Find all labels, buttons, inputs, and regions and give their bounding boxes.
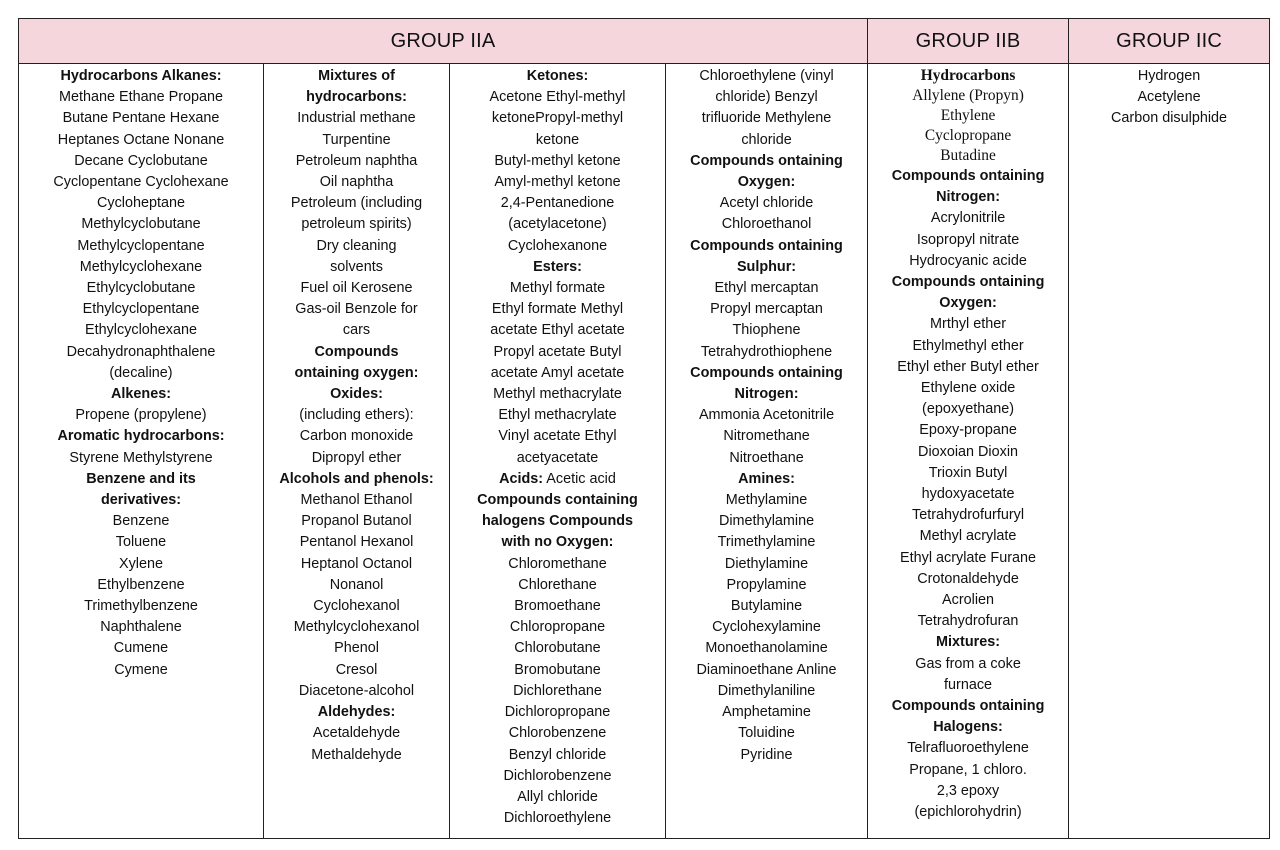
category-heading: Mixtures of	[318, 68, 395, 84]
substance-entry: Chloromethane	[508, 555, 607, 572]
substance-entry: Crotonaldehyde	[917, 570, 1019, 587]
substance-entry: ketone	[535, 131, 580, 148]
substance-entry: Diaminoethane Anline	[696, 661, 837, 678]
substance-entry: Methylcyclohexane	[79, 258, 203, 275]
substance-entry: Acetylene	[1137, 89, 1201, 106]
substance-entry: Chlorobutane	[514, 640, 601, 657]
category-heading: Aromatic hydrocarbons:	[57, 428, 225, 445]
category-heading: Ketones:	[526, 68, 589, 84]
category-heading: Compounds ontaining	[690, 237, 843, 254]
substance-entry: Chloroethanol	[721, 216, 812, 233]
substance-entry: Ethylene oxide	[920, 380, 1016, 397]
substance-entry: Nitromethane	[723, 428, 810, 445]
substance-entry: Nitroethane	[729, 449, 804, 466]
category-heading: Compounds ontaining	[891, 168, 1045, 184]
substance-entry: Methanol Ethanol	[300, 492, 413, 509]
substance-entry: acetate Amyl acetate	[490, 364, 625, 381]
category-heading: Acids: Acetic acid	[499, 470, 616, 487]
substance-entry: Turpentine	[322, 131, 391, 148]
substance-entry: Industrial methane	[297, 110, 416, 127]
substance-entry: 2,4-Pentanedione	[500, 195, 615, 212]
substance-entry: Benzyl chloride	[508, 746, 607, 763]
substance-entry: Ethyl ether Butyl ether	[897, 358, 1039, 375]
substance-entry: Gas from a coke	[915, 655, 1021, 672]
substance-entry: furnace	[944, 676, 993, 693]
iic-column	[1069, 64, 1270, 839]
substance-entry: Trimethylamine	[717, 534, 816, 551]
iia-column-2	[264, 64, 450, 839]
substance-entry: Mrthyl ether	[930, 316, 1007, 333]
iia-column-4	[666, 64, 868, 839]
category-heading: Compounds ontaining	[690, 364, 843, 381]
category-heading: Oxides:	[330, 386, 383, 403]
substance-entry: Ethylcyclohexane	[85, 322, 197, 339]
substance-entry: Diacetone-alcohol	[298, 682, 415, 699]
substance-entry: Xylene	[118, 555, 163, 572]
substance-entry: acetyacetate	[516, 449, 599, 466]
substance-entry: Diethylamine	[724, 555, 809, 572]
substance-entry: Propyl mercaptan	[710, 301, 823, 318]
substance-entry: trifluoride Methylene	[701, 110, 832, 127]
substance-entry: Oil naphtha	[319, 174, 394, 191]
header-row	[19, 19, 1270, 64]
substance-entry: Acrolien	[942, 592, 995, 609]
substance-entry: Methyl formate	[509, 280, 606, 297]
substance-entry: ketonePropyl-methyl	[491, 110, 624, 127]
category-heading: with no Oxygen:	[501, 534, 614, 551]
substance-entry: Methylcyclobutane	[81, 216, 201, 233]
substance-entry: Butyl-methyl ketone	[494, 152, 621, 169]
substance-entry: Phenol	[334, 640, 379, 657]
category-heading: Compounds ontaining	[891, 274, 1045, 291]
category-heading: ontaining oxygen:	[294, 364, 419, 381]
substance-entry: Propanol Butanol	[301, 513, 412, 530]
substance-entry: Methyl acrylate	[919, 528, 1017, 545]
substance-entry: Hydrocyanic acide	[909, 252, 1027, 269]
substance-entry: Chloropropane	[509, 619, 606, 636]
substance-entry: Ethyl methacrylate	[498, 407, 617, 424]
substance-entry: Thiophene	[732, 322, 801, 339]
substance-entry: chloride	[741, 131, 792, 148]
substance-entry: Dioxoian Dioxin	[918, 443, 1019, 460]
category-heading: Alcohols and phenols:	[279, 470, 434, 487]
substance-entry: Dichlorethane	[513, 682, 602, 699]
substance-entry: Bromoethane	[514, 598, 601, 615]
substance-entry: Cyclohexylamine	[712, 619, 821, 636]
substance-entry: acetate Ethyl acetate	[490, 322, 625, 339]
substance-entry: hydoxyacetate	[921, 486, 1015, 503]
substance-entry: (epichlorohydrin)	[914, 804, 1022, 821]
substance-entry: Butadine	[940, 147, 996, 164]
substance-entry: Dichlorobenzene	[503, 767, 612, 784]
substance-entry: Acetyl chloride	[719, 195, 814, 212]
category-heading: Mixtures:	[936, 634, 1001, 651]
substance-entry: Epoxy-propane	[919, 422, 1017, 439]
substance-entry: Isopropyl nitrate	[916, 231, 1020, 248]
iib-column	[868, 64, 1069, 839]
category-heading: Esters:	[533, 258, 582, 275]
header-group-iic: GROUP IIC	[1069, 19, 1270, 64]
substance-entry: Cymene	[114, 661, 168, 678]
iia-column-3	[450, 64, 666, 839]
category-heading: Hydrocarbons	[920, 67, 1016, 84]
substance-entry: Ethyl formate Methyl	[491, 301, 624, 318]
substance-entry: Amyl-methyl ketone	[494, 174, 621, 191]
substance-entry: Cyclohexanone	[507, 237, 608, 254]
substance-entry: Gas-oil Benzole for	[295, 301, 418, 318]
substance-entry: Carbon disulphide	[1111, 110, 1228, 127]
substance-entry: Dichloroethylene	[503, 810, 612, 827]
substance-entry: petroleum spirits)	[301, 216, 412, 233]
substance-entry: Vinyl acetate Ethyl	[498, 428, 617, 445]
substance-entry: Ammonia Acetonitrile	[698, 407, 835, 424]
substance-entry: Carbon monoxide	[299, 428, 414, 445]
substance-entry: Hydrogen	[1137, 68, 1201, 84]
iia-column-1	[19, 64, 264, 839]
substance-entry: Methylcyclohexanol	[293, 619, 420, 636]
substance-entry: 2,3 epoxy	[936, 782, 1000, 799]
category-heading: Oxygen:	[737, 174, 796, 191]
substance-entry: Methylcyclopentane	[77, 237, 205, 254]
category-heading: Alkenes:	[111, 386, 171, 403]
substance-entry: Propane, 1 chloro.	[909, 761, 1027, 778]
category-heading: Nitrogen:	[734, 386, 799, 403]
substance-entry: Telrafluoroethylene	[907, 740, 1029, 757]
category-heading: Compounds ontaining	[891, 698, 1045, 715]
category-heading: Benzene and its	[86, 470, 196, 487]
substance-entry: solvents	[330, 258, 383, 275]
substance-entry: Methaldehyde	[311, 746, 402, 763]
substance-entry: chloride) Benzyl	[715, 89, 818, 106]
substance-entry: Butylamine	[730, 598, 803, 615]
substance-entry: Acetone Ethyl-methyl	[489, 89, 626, 106]
substance-entry: Cresol	[335, 661, 378, 678]
substance-entry: Decane Cyclobutane	[74, 152, 208, 169]
header-group-iia: GROUP IIA	[19, 19, 868, 64]
substance-entry: Dimethylamine	[718, 513, 815, 530]
substance-entry: Cyclopentane Cyclohexane	[53, 174, 229, 191]
category-heading: hydrocarbons:	[306, 89, 407, 106]
substance-entry: Butane Pentane Hexane	[62, 110, 220, 127]
substance-entry: (acetylacetone)	[508, 216, 607, 233]
category-heading: Oxygen:	[939, 295, 997, 312]
category-heading: halogens Compounds	[481, 513, 634, 530]
category-heading: Nitrogen:	[936, 189, 1001, 206]
substance-entry: Heptanol Octanol	[300, 555, 413, 572]
substance-entry: Cyclohexanol	[313, 598, 400, 615]
substance-entry: Dimethylaniline	[717, 682, 816, 699]
substance-entry: Tetrahydrofurfuryl	[912, 507, 1025, 524]
substance-entry: Petroleum (including	[290, 195, 423, 212]
substance-entry: Acrylonitrile	[930, 210, 1006, 227]
substance-entry: (decaline)	[109, 364, 173, 381]
substance-entry: Heptanes Octane Nonane	[57, 131, 225, 148]
substance-entry: Methane Ethane Propane	[58, 89, 224, 106]
substance-entry: Propene (propylene)	[75, 407, 207, 424]
substance-entry: cars	[342, 322, 371, 339]
substance-entry: Dry cleaning	[316, 237, 397, 254]
substance-entry: Nonanol	[329, 576, 384, 593]
substance-entry: Allyl chloride	[517, 788, 598, 805]
substance-entry: Styrene Methylstyrene	[69, 449, 213, 466]
substance-entry: Ethyl acrylate Furane	[900, 549, 1037, 566]
substance-entry: Propyl acetate Butyl	[493, 343, 622, 360]
substance-entry: Tetrahydrothiophene	[700, 343, 833, 360]
substance-entry: Benzene	[112, 513, 170, 530]
substance-entry: (including ethers):	[299, 407, 414, 424]
category-heading: Compounds	[314, 343, 399, 360]
substance-entry: Decahydronaphthalene	[66, 343, 216, 360]
substance-entry: Cumene	[113, 640, 169, 657]
header-group-iib: GROUP IIB	[868, 19, 1069, 64]
substance-entry: Trimethylbenzene	[84, 598, 198, 615]
substance-entry: Monoethanolamine	[705, 640, 828, 657]
substance-entry: Pentanol Hexanol	[299, 534, 414, 551]
substance-entry: Pyridine	[740, 746, 793, 763]
substance-entry: Ethylcyclobutane	[86, 280, 196, 297]
substance-entry: Dipropyl ether	[311, 449, 402, 466]
substance-entry: Acetaldehyde	[312, 725, 401, 742]
substance-entry: Ethyl mercaptan	[714, 280, 819, 297]
substance-entry: Chloroethylene (vinyl	[699, 68, 834, 84]
category-heading: Compounds ontaining	[690, 152, 843, 169]
gas-group-table	[18, 18, 1270, 839]
substance-entry: Chlorethane	[518, 576, 597, 593]
substance-entry: Cyclopropane	[924, 127, 1012, 144]
category-heading: Aldehydes:	[317, 704, 396, 721]
category-heading: Sulphur:	[736, 258, 797, 275]
category-heading: Halogens:	[933, 719, 1003, 736]
substance-entry: Trioxin Butyl	[928, 464, 1008, 481]
substance-entry: Amphetamine	[722, 704, 811, 721]
substance-entry: Chlorobenzene	[508, 725, 607, 742]
category-heading: derivatives:	[101, 492, 181, 509]
substance-entry: Bromobutane	[514, 661, 601, 678]
substance-entry: Cycloheptane	[96, 195, 185, 212]
substance-entry: Ethylbenzene	[97, 576, 185, 593]
substance-entry: Ethylcyclopentane	[82, 301, 200, 318]
substance-entry: Propylamine	[726, 576, 807, 593]
category-heading: Amines:	[738, 470, 795, 487]
substance-entry: Naphthalene	[100, 619, 182, 636]
content-row	[19, 64, 1270, 839]
substance-entry: (epoxyethane)	[922, 401, 1015, 418]
substance-entry: Tetrahydrofuran	[917, 613, 1019, 630]
substance-entry: Fuel oil Kerosene	[300, 280, 413, 297]
substance-entry: Petroleum naphtha	[295, 152, 418, 169]
substance-entry: Ethylmethyl ether	[912, 337, 1024, 354]
substance-entry: Methylamine	[725, 492, 808, 509]
substance-entry: Toluene	[115, 534, 167, 551]
substance-entry: Ethylene	[940, 107, 996, 124]
substance-entry: Methyl methacrylate	[493, 386, 622, 403]
substance-entry: Allylene (Propyn)	[912, 87, 1024, 104]
substance-entry: Toluidine	[738, 725, 795, 742]
category-heading: Hydrocarbons Alkanes:	[60, 68, 222, 84]
category-heading: Compounds containing	[477, 492, 638, 509]
substance-entry: Dichloropropane	[504, 704, 611, 721]
